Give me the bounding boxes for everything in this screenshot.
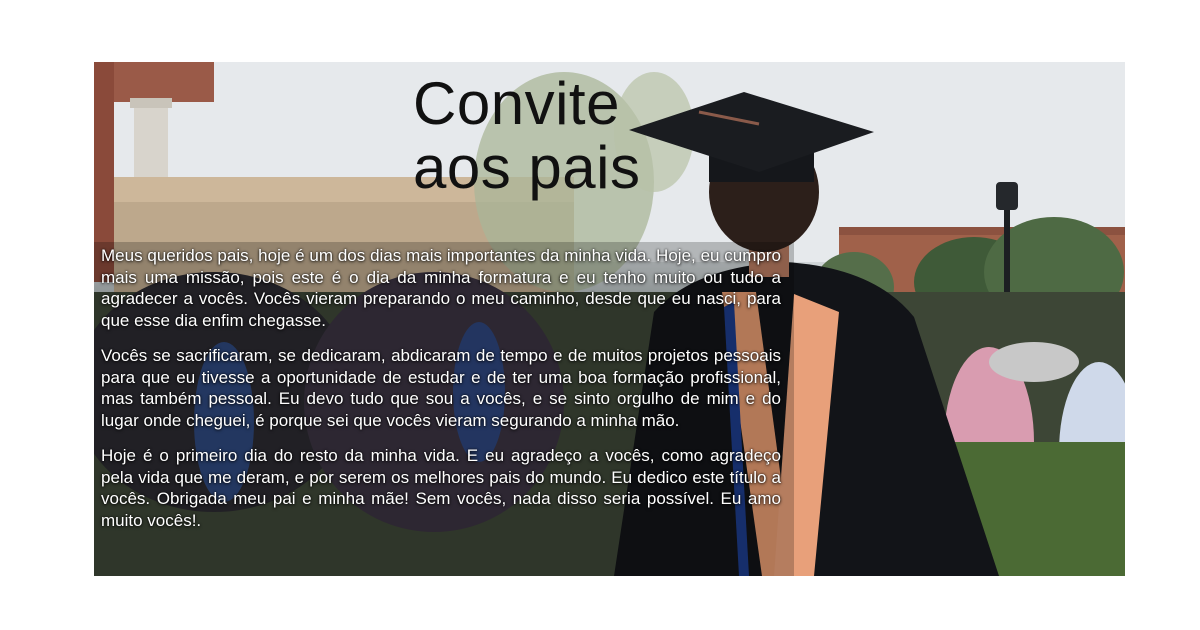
letter-paragraph-2: Vocês se sacrificaram, se dedicaram, abdicaram de tempo e de muitos projetos pessoais para que eu tivesse a oportunidade de estudar e de ter uma boa formação profissional, mas também pessoal. Eu devo tudo que sou a vocês, e se sinto orgulho de mim e do lugar onde cheguei, é porque sei que vocês vieram segurando a minha mão. [101, 346, 781, 430]
title-line-2: aos pais [413, 134, 641, 201]
title-line-1: Convite [413, 70, 620, 137]
invitation-letter [101, 245, 781, 545]
letter-paragraph-1: Meus queridos pais, hoje é um dos dias mais importantes da minha vida. Hoje, eu cumpro mais uma missão, pois este é o dia da minha formatura e eu tenho muito ou tudo a agradecer a vocês. Vocês vieram preparando o meu caminho, desde que eu nasci, para que esse dia enfim chegasse. [101, 246, 781, 330]
letter-paragraph-3: Hoje é o primeiro dia do resto da minha vida. E eu agradeço a vocês, como agradeço pela vida que me deram, e por serem os melhores pais do mundo. Eu dedico este título a vocês. Obrigada meu pai e minha mãe! Sem vocês, nada disso seria possível. Eu amo muito vocês!. [101, 446, 781, 530]
invitation-title [413, 72, 640, 200]
